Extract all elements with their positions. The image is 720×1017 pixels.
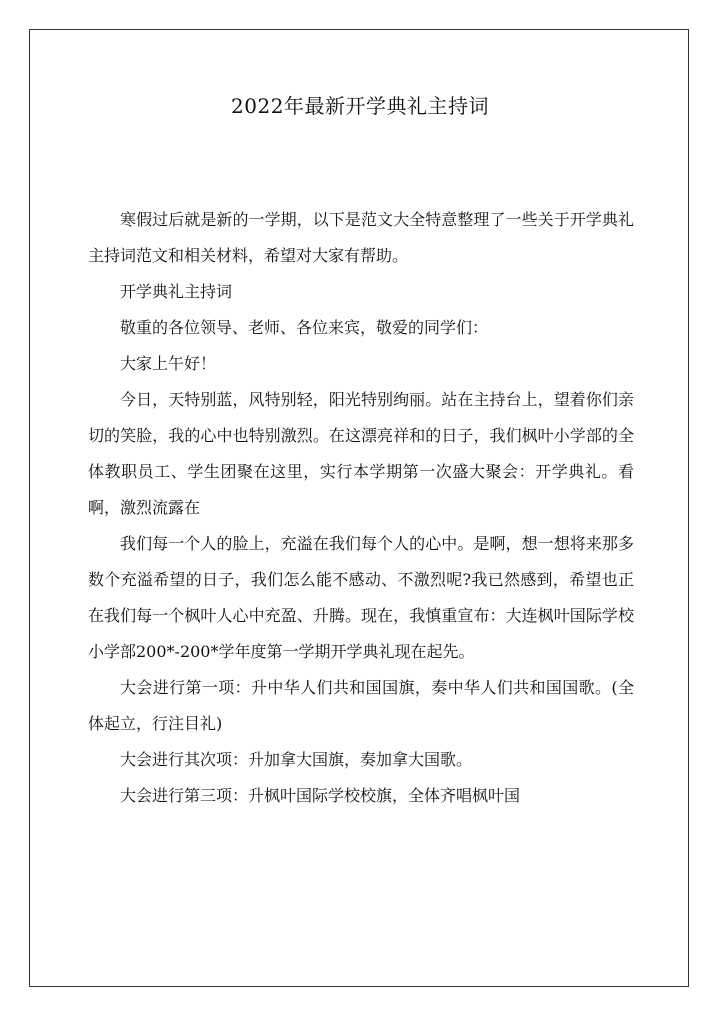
paragraph-item-three: 大会进行第三项：升枫叶国际学校校旗，全体齐唱枫叶国 xyxy=(120,786,521,805)
paragraph-heading: 开学典礼主持词 xyxy=(120,282,233,301)
paragraph-intro: 寒假过后就是新的一学期，以下是范文大全特意整理了一些关于开学典礼主持词范文和相关材料，希望对大家有帮助。 xyxy=(88,210,634,265)
paragraph-greeting: 大家上午好！ xyxy=(120,354,217,373)
paragraph-announcement: 我们每一个人的脸上，充溢在我们每个人的心中。是啊，想一想将来那多数个充溢希望的日子，我们怎么能不感动、不激烈呢?我已然感到，希望也正在我们每一个枫叶人心中充盈、升腾。现在，我慎重宣布：大连枫叶国际学校小学部200*-200*学年度第一学期开学典礼现在起先。 xyxy=(88,534,634,661)
paragraph-item-one: 大会进行第一项：升中华人们共和国国旗，奏中华人们共和国国歌。(全体起立，行注目礼) xyxy=(88,678,634,733)
paragraph-opening: 今日，天特别蓝，风特别轻，阳光特别绚丽。站在主持台上，望着你们亲切的笑脸，我的心中也特别激烈。在这漂亮祥和的日子，我们枫叶小学部的全体教职员工、学生团聚在这里，实行本学期第一次盛大聚会：开学典礼。看啊，激烈流露在 xyxy=(88,390,634,517)
paragraph-salutation: 敬重的各位领导、老师、各位来宾，敬爱的同学们： xyxy=(120,318,489,337)
document-body xyxy=(88,202,634,814)
document-title: 2022年最新开学典礼主持词 xyxy=(231,94,489,118)
paragraph-item-two: 大会进行其次项：升加拿大国旗，奏加拿大国歌。 xyxy=(120,750,473,769)
